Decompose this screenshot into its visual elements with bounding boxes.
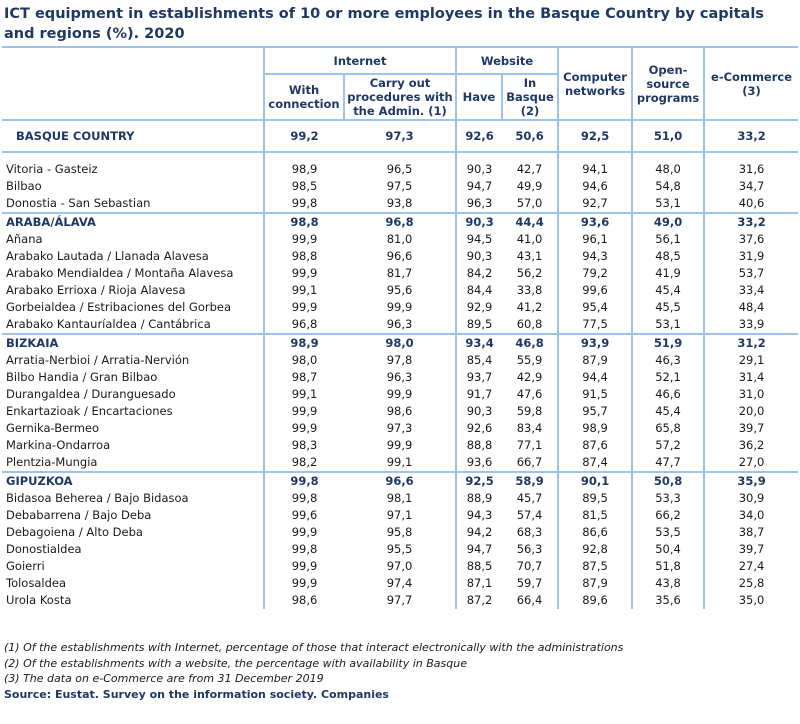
table-cell: 90,3 [456,248,502,265]
row-label: BIZKAIA [2,334,264,352]
table-cell: 87,9 [558,575,632,592]
table-cell: 99,8 [264,195,344,213]
table-cell: 40,6 [704,195,798,213]
table-cell: 96,8 [264,316,344,334]
table-cell: 31,6 [704,161,798,178]
table-cell: 31,0 [704,386,798,403]
table-cell: 99,9 [264,265,344,282]
region-row [2,231,798,248]
spacer-cell [264,152,344,161]
table-cell: 87,5 [558,558,632,575]
table-cell: 94,3 [456,507,502,524]
capital-row [2,178,798,195]
table-cell: 70,7 [516,559,543,573]
row-label: Arabako Kantauríaldea / Cantábrica [6,317,211,331]
footnote-2: (2) Of the establishments with a website, the percentage with availability in Basque [4,656,467,670]
footnote-3: (3) The data on e-Commerce are from 31 December 2019 [4,672,324,685]
table-cell: 99,9 [264,524,344,541]
table-cell: 34,0 [704,507,798,524]
table-cell: 93,7 [456,369,502,386]
spacer-cell [456,152,502,161]
row-label: Durangaldea / Duranguesado [6,387,176,401]
table-cell: 95,7 [558,403,632,420]
row-label: Arabako Mendialdea / Montaña Alavesa [6,266,234,280]
table-cell: 94,7 [456,541,502,558]
table-cell: 96,1 [558,231,632,248]
table-cell: 41,0 [516,232,543,246]
table-cell: 66,7 [516,455,543,469]
table-cell: 92,9 [456,299,502,316]
table-cell: 96,5 [386,162,413,176]
table-cell: 98,7 [264,369,344,386]
table-cell: 20,0 [704,403,798,420]
table-cell: 96,3 [386,370,413,384]
header-ecommerce: e-Commerce (3) [704,47,798,120]
table-cell: 98,8 [264,213,344,231]
row-label: Tolosaldea [6,576,66,590]
spacer-row [2,152,798,161]
table-cell: 81,7 [386,266,413,280]
header-in-basque: In Basque (2) [502,74,558,120]
table-cell: 97,1 [386,508,413,522]
table-cell: 46,8 [502,334,558,352]
table-cell: 55,9 [516,353,543,367]
row-label: Donostia - San Sebastian [6,196,151,210]
table-cell: 81,5 [558,507,632,524]
row-label: GIPUZKOA [2,472,264,490]
region-row [2,454,798,472]
table-cell: 94,2 [456,524,502,541]
row-label: Plentzia-Mungia [6,455,98,469]
header-internet: Internet [264,47,456,74]
province-row [2,472,798,490]
table-cell: 93,9 [558,334,632,352]
table-cell: 33,2 [704,120,798,152]
header-with-connection: With connection [264,74,344,120]
row-label: Vitoria - Gasteiz [6,162,98,176]
table-cell: 92,7 [558,195,632,213]
region-row [2,265,798,282]
row-label: Añana [6,232,43,246]
header-blank-2 [2,74,264,120]
table-cell: 93,6 [558,213,632,231]
row-label: Markina-Ondarroa [6,438,111,452]
table-cell: 53,7 [704,265,798,282]
table-cell: 90,3 [456,161,502,178]
region-row [2,299,798,316]
header-computer-networks: Computer networks [558,47,632,120]
table-cell: 30,9 [704,490,798,507]
table-cell: 92,5 [456,472,502,490]
table-cell: 99,6 [264,507,344,524]
table-cell: 56,3 [516,542,543,556]
table-cell: 51,9 [632,334,704,352]
table-cell: 95,8 [386,525,413,539]
table-cell: 94,1 [558,161,632,178]
table-cell: 39,7 [704,420,798,437]
table-cell: 94,3 [558,248,632,265]
table-cell: 98,9 [264,334,344,352]
table-cell: 88,8 [456,437,502,454]
table-cell: 51,0 [632,120,704,152]
table-cell: 98,9 [558,420,632,437]
table-cell: 99,1 [264,282,344,299]
table-cell: 44,4 [502,213,558,231]
table-cell: 50,6 [502,120,558,152]
table-cell: 88,9 [456,490,502,507]
table-cell: 84,4 [456,282,502,299]
table-cell: 91,7 [456,386,502,403]
row-label: Arabako Errioxa / Rioja Alavesa [6,283,186,297]
table-cell: 95,4 [558,299,632,316]
table-cell: 99,6 [558,282,632,299]
table-cell: 68,3 [516,525,543,539]
table-cell: 99,9 [264,231,344,248]
table-cell: 65,8 [632,420,704,437]
table-cell: 99,1 [264,386,344,403]
table-cell: 45,4 [632,403,704,420]
table-cell: 92,6 [456,420,502,437]
region-row [2,592,798,609]
row-label: BASQUE COUNTRY [2,120,264,152]
table-cell: 33,2 [704,213,798,231]
region-row [2,352,798,369]
table-cell: 86,6 [558,524,632,541]
header-website: Website [456,47,558,74]
table-cell: 53,1 [632,195,704,213]
region-row [2,490,798,507]
table-cell: 59,7 [516,576,543,590]
spacer-cell [2,152,264,161]
table-cell: 87,6 [558,437,632,454]
table-cell: 38,7 [704,524,798,541]
table-cell: 60,8 [516,317,543,331]
footnote-1: (1) Of the establishments with Internet, percentage of those that interact electronically with the administrations [4,641,624,654]
table-cell: 98,1 [386,491,413,505]
table-cell: 89,5 [558,490,632,507]
table-cell: 57,4 [516,508,543,522]
table-cell: 99,1 [386,455,413,469]
row-label: Bilbo Handia / Gran Bilbao [6,370,158,384]
table-cell: 93,6 [456,454,502,472]
table-cell: 94,7 [456,178,502,195]
table-cell: 97,8 [386,353,413,367]
table-cell: 47,6 [516,387,543,401]
table-cell: 98,6 [386,404,413,418]
table-cell: 79,2 [558,265,632,282]
table-cell: 33,4 [704,282,798,299]
table-cell: 97,7 [386,593,413,607]
table-cell: 46,3 [632,352,704,369]
spacer-cell [704,152,798,161]
region-row [2,403,798,420]
table-cell: 85,4 [456,352,502,369]
spacer-cell [558,152,632,161]
table-cell: 45,7 [516,491,543,505]
table-cell: 90,1 [558,472,632,490]
table-cell: 92,6 [456,120,502,152]
row-label: ARABA/ÁLAVA [2,213,264,231]
table-cell: 77,5 [558,316,632,334]
table-cell: 97,4 [386,576,413,590]
table-cell: 93,8 [386,196,413,210]
table-cell: 99,9 [264,299,344,316]
table-cell: 97,0 [386,559,413,573]
table-cell: 87,1 [456,575,502,592]
table-cell: 98,3 [264,437,344,454]
table-cell: 98,8 [264,248,344,265]
table-cell: 77,1 [516,438,543,452]
table-cell: 99,2 [264,120,344,152]
region-row [2,524,798,541]
table-cell: 53,1 [632,316,704,334]
table-cell: 57,2 [632,437,704,454]
row-label: Gorbeialdea / Estribaciones del Gorbea [6,300,232,314]
table-cell: 98,0 [264,352,344,369]
table-cell: 50,8 [632,472,704,490]
table-cell: 59,8 [516,404,543,418]
table-cell: 97,3 [344,120,456,152]
table-cell: 41,9 [632,265,704,282]
table-cell: 96,6 [344,472,456,490]
table-cell: 33,9 [704,316,798,334]
table-cell: 37,6 [704,231,798,248]
table-cell: 97,5 [386,179,413,193]
table-cell: 98,0 [344,334,456,352]
table-cell: 89,6 [558,592,632,609]
spacer-cell [502,152,558,161]
table-cell: 36,2 [704,437,798,454]
region-row [2,420,798,437]
spacer-cell [632,152,704,161]
table-cell: 43,8 [632,575,704,592]
table-cell: 84,2 [456,265,502,282]
row-label: Urola Kosta [6,593,72,607]
table-cell: 39,7 [704,541,798,558]
table-cell: 98,2 [264,454,344,472]
table-cell: 95,6 [386,283,413,297]
row-label: Bilbao [6,179,42,193]
table-cell: 29,1 [704,352,798,369]
table-cell: 88,5 [456,558,502,575]
capital-row [2,195,798,213]
region-row [2,541,798,558]
table-cell: 31,9 [704,248,798,265]
table-cell: 33,8 [516,283,543,297]
table-cell: 99,9 [264,420,344,437]
table-cell: 25,8 [704,575,798,592]
table-cell: 94,4 [558,369,632,386]
table-cell: 56,1 [632,231,704,248]
table-cell: 51,8 [632,558,704,575]
table-cell: 27,4 [704,558,798,575]
table-cell: 41,2 [516,300,543,314]
table-cell: 90,3 [456,403,502,420]
table-cell: 35,0 [704,592,798,609]
row-label: Goierri [6,559,45,573]
table-cell: 99,9 [386,438,413,452]
table-cell: 31,2 [704,334,798,352]
header-open-source: Open-source programs [632,47,704,120]
table-cell: 57,0 [516,196,543,210]
table-cell: 95,5 [386,542,413,556]
table-cell: 98,6 [264,592,344,609]
region-row [2,386,798,403]
table-cell: 87,9 [558,352,632,369]
table-cell: 81,0 [386,232,413,246]
table-cell: 53,3 [632,490,704,507]
table-cell: 99,8 [264,472,344,490]
footnotes [4,640,796,702]
table-cell: 31,4 [704,369,798,386]
header-carry-out: Carry out procedures with the Admin. (1) [344,74,456,120]
table-cell: 96,3 [386,317,413,331]
table-cell: 52,1 [632,369,704,386]
table-cell: 93,4 [456,334,502,352]
table-cell: 66,2 [632,507,704,524]
table-cell: 92,5 [558,120,632,152]
region-row [2,507,798,524]
table-cell: 99,9 [386,300,413,314]
table-cell: 97,3 [386,421,413,435]
table-cell: 99,9 [264,558,344,575]
row-label: Enkartazioak / Encartaciones [6,404,173,418]
table-cell: 58,9 [502,472,558,490]
data-table [2,46,798,609]
table-cell: 48,5 [632,248,704,265]
header-blank [2,47,264,74]
row-label: Bidasoa Beherea / Bajo Bidasoa [6,491,189,505]
table-cell: 27,0 [704,454,798,472]
table-cell: 34,7 [704,178,798,195]
table-cell: 96,3 [456,195,502,213]
table-cell: 48,0 [632,161,704,178]
table-cell: 94,5 [456,231,502,248]
table-cell: 99,9 [264,575,344,592]
table-cell: 99,8 [264,490,344,507]
region-row [2,248,798,265]
row-label: Donostialdea [6,542,82,556]
region-row [2,282,798,299]
capital-row [2,161,798,178]
spacer-cell [344,152,456,161]
table-cell: 45,4 [632,282,704,299]
source-note: Source: Eustat. Survey on the information society. Companies [4,687,389,701]
table-cell: 98,5 [264,178,344,195]
table-cell: 50,4 [632,541,704,558]
table-cell: 87,4 [558,454,632,472]
table-cell: 42,7 [516,162,543,176]
table-cell: 49,0 [632,213,704,231]
table-cell: 35,9 [704,472,798,490]
table-cell: 54,8 [632,178,704,195]
region-row [2,437,798,454]
row-label: Debagoiena / Alto Deba [6,525,143,539]
table-cell: 56,2 [516,266,543,280]
province-row [2,334,798,352]
row-label: Arabako Lautada / Llanada Alavesa [6,249,209,263]
table-cell: 99,9 [386,387,413,401]
table-cell: 91,5 [558,386,632,403]
table-cell: 43,1 [516,249,543,263]
table-cell: 45,5 [632,299,704,316]
table-cell: 96,8 [344,213,456,231]
table-cell: 49,9 [516,179,543,193]
table-cell: 96,6 [386,249,413,263]
table-cell: 48,4 [704,299,798,316]
table-cell: 46,6 [632,386,704,403]
region-row [2,558,798,575]
table-cell: 87,2 [456,592,502,609]
table-cell: 94,6 [558,178,632,195]
header-have: Have [456,74,502,120]
table-cell: 89,5 [456,316,502,334]
table-cell: 98,9 [264,161,344,178]
table-cell: 42,9 [516,370,543,384]
region-row [2,575,798,592]
table-cell: 47,7 [632,454,704,472]
region-row [2,316,798,334]
table-cell: 90,3 [456,213,502,231]
table-cell: 99,8 [264,541,344,558]
table-body [2,120,798,609]
table-cell: 66,4 [516,593,543,607]
row-label: Arratia-Nerbioi / Arratia-Nervión [6,353,190,367]
region-row [2,369,798,386]
total-row [2,120,798,152]
row-label: Gernika-Bermeo [6,421,100,435]
table-cell: 92,8 [558,541,632,558]
province-row [2,213,798,231]
table-cell: 99,9 [264,403,344,420]
table-cell: 53,5 [632,524,704,541]
table-cell: 83,4 [516,421,543,435]
table-cell: 35,6 [632,592,704,609]
row-label: Debabarrena / Bajo Deba [6,508,152,522]
page-title: ICT equipment in establishments of 10 or more employees in the Basque Country by capitals and regions (%). 2020 [4,6,764,42]
